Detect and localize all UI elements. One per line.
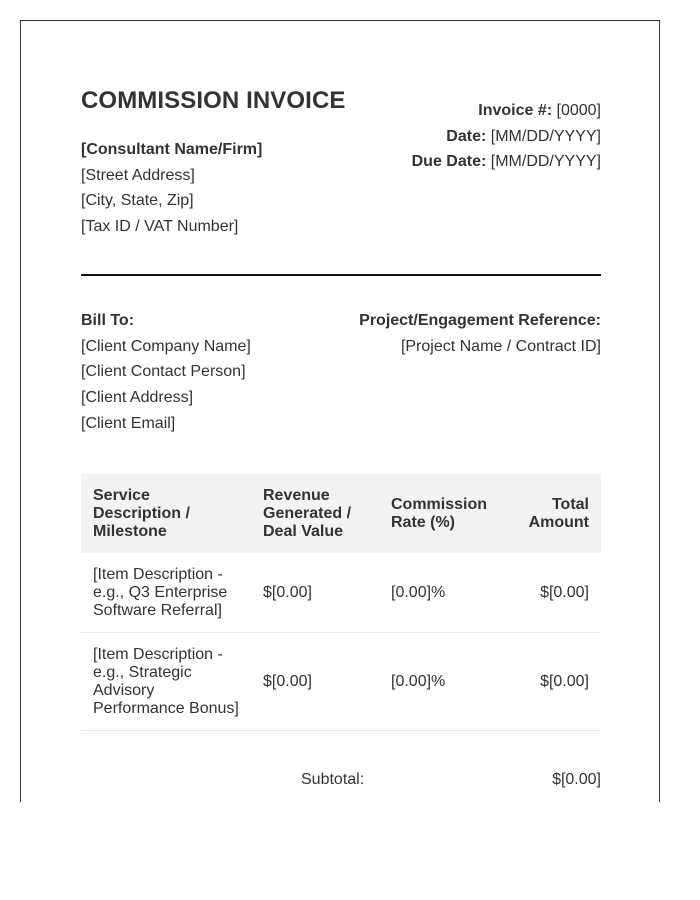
client-contact: [Client Contact Person] [81, 363, 246, 381]
invoice-number-label: Invoice #: [478, 102, 553, 119]
invoice-date-value: [MM/DD/YYYY] [490, 127, 601, 145]
invoice-title: COMMISSION INVOICE [81, 87, 346, 114]
project-reference-value: [Project Name / Contract ID] [400, 337, 601, 355]
consultant-tax-id: [Tax ID / VAT Number] [81, 218, 239, 236]
invoice-content [81, 21, 601, 788]
line-items-table [81, 474, 601, 731]
row-revenue: $[0.00] [251, 553, 379, 633]
invoice-header [81, 21, 601, 276]
table-header-row [81, 474, 601, 553]
project-reference-label: Project/Engagement Reference: [359, 312, 601, 329]
header-revenue: Revenue Generated / Deal Value [251, 474, 379, 553]
bill-to-label: Bill To: [81, 312, 135, 329]
header-total-amount: Total Amount [507, 474, 601, 553]
row-total: $[0.00] [507, 633, 601, 731]
invoice-page [20, 20, 660, 802]
bill-to-block [81, 308, 251, 437]
client-address: [Client Address] [81, 389, 194, 407]
invoice-meta [412, 98, 601, 175]
table-row [81, 553, 601, 633]
row-rate: [0.00]% [379, 553, 507, 633]
table-row [81, 633, 601, 731]
header-commission-rate: Commission Rate (%) [379, 474, 507, 553]
subtotal-label: Subtotal: [301, 771, 365, 788]
invoice-number-line [412, 98, 601, 124]
invoice-due-date-value: [MM/DD/YYYY] [490, 153, 601, 171]
invoice-date-line [412, 124, 601, 150]
row-revenue: $[0.00] [251, 633, 379, 731]
invoice-due-date-line [412, 149, 601, 175]
invoice-due-date-label: Due Date: [411, 153, 487, 171]
row-rate: [0.00]% [379, 633, 507, 731]
consultant-city: [City, State, Zip] [81, 192, 194, 210]
project-reference-block [359, 308, 601, 359]
client-email: [Client Email] [81, 414, 176, 432]
row-total: $[0.00] [507, 553, 601, 633]
invoice-date-label: Date: [446, 127, 487, 145]
row-description: [Item Description - e.g., Strategic Advisory Performance Bonus] [81, 633, 251, 731]
consultant-street: [Street Address] [81, 166, 195, 184]
consultant-info [81, 137, 262, 240]
client-company: [Client Company Name] [81, 337, 251, 355]
header-service-description: Service Description / Milestone [81, 474, 251, 553]
header-divider [81, 274, 601, 276]
consultant-firm: [Consultant Name/Firm] [81, 141, 263, 158]
invoice-number-value: [0000] [556, 102, 601, 119]
row-description: [Item Description - e.g., Q3 Enterprise Software Referral] [81, 553, 251, 633]
subtotal-value: $[0.00] [552, 771, 601, 788]
